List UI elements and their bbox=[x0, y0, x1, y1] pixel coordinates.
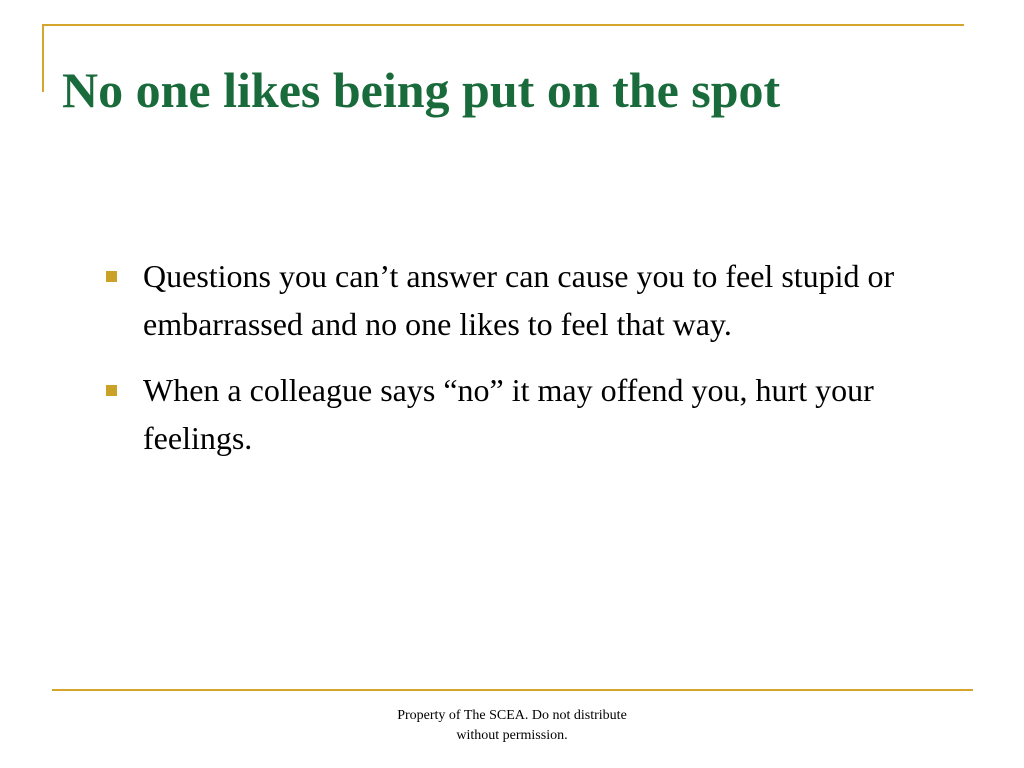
slide-title: No one likes being put on the spot bbox=[62, 62, 781, 118]
footer-rule bbox=[52, 689, 973, 691]
footer-line: Property of The SCEA. Do not distribute bbox=[397, 708, 627, 723]
frame-top-rule bbox=[42, 24, 964, 26]
footer-note bbox=[352, 706, 672, 746]
bullet-item bbox=[104, 252, 904, 348]
square-bullet-icon bbox=[106, 385, 117, 396]
bullet-list bbox=[104, 252, 904, 480]
footer-line: without permission. bbox=[456, 728, 568, 743]
square-bullet-icon bbox=[106, 271, 117, 282]
bullet-text: Questions you can’t answer can cause you to feel stupid or embarrassed and no one likes to feel that way. bbox=[143, 258, 895, 342]
bullet-item bbox=[104, 366, 904, 462]
frame-left-rule bbox=[42, 24, 44, 92]
bullet-text: When a colleague says “no” it may offend you, hurt your feelings. bbox=[143, 372, 874, 456]
